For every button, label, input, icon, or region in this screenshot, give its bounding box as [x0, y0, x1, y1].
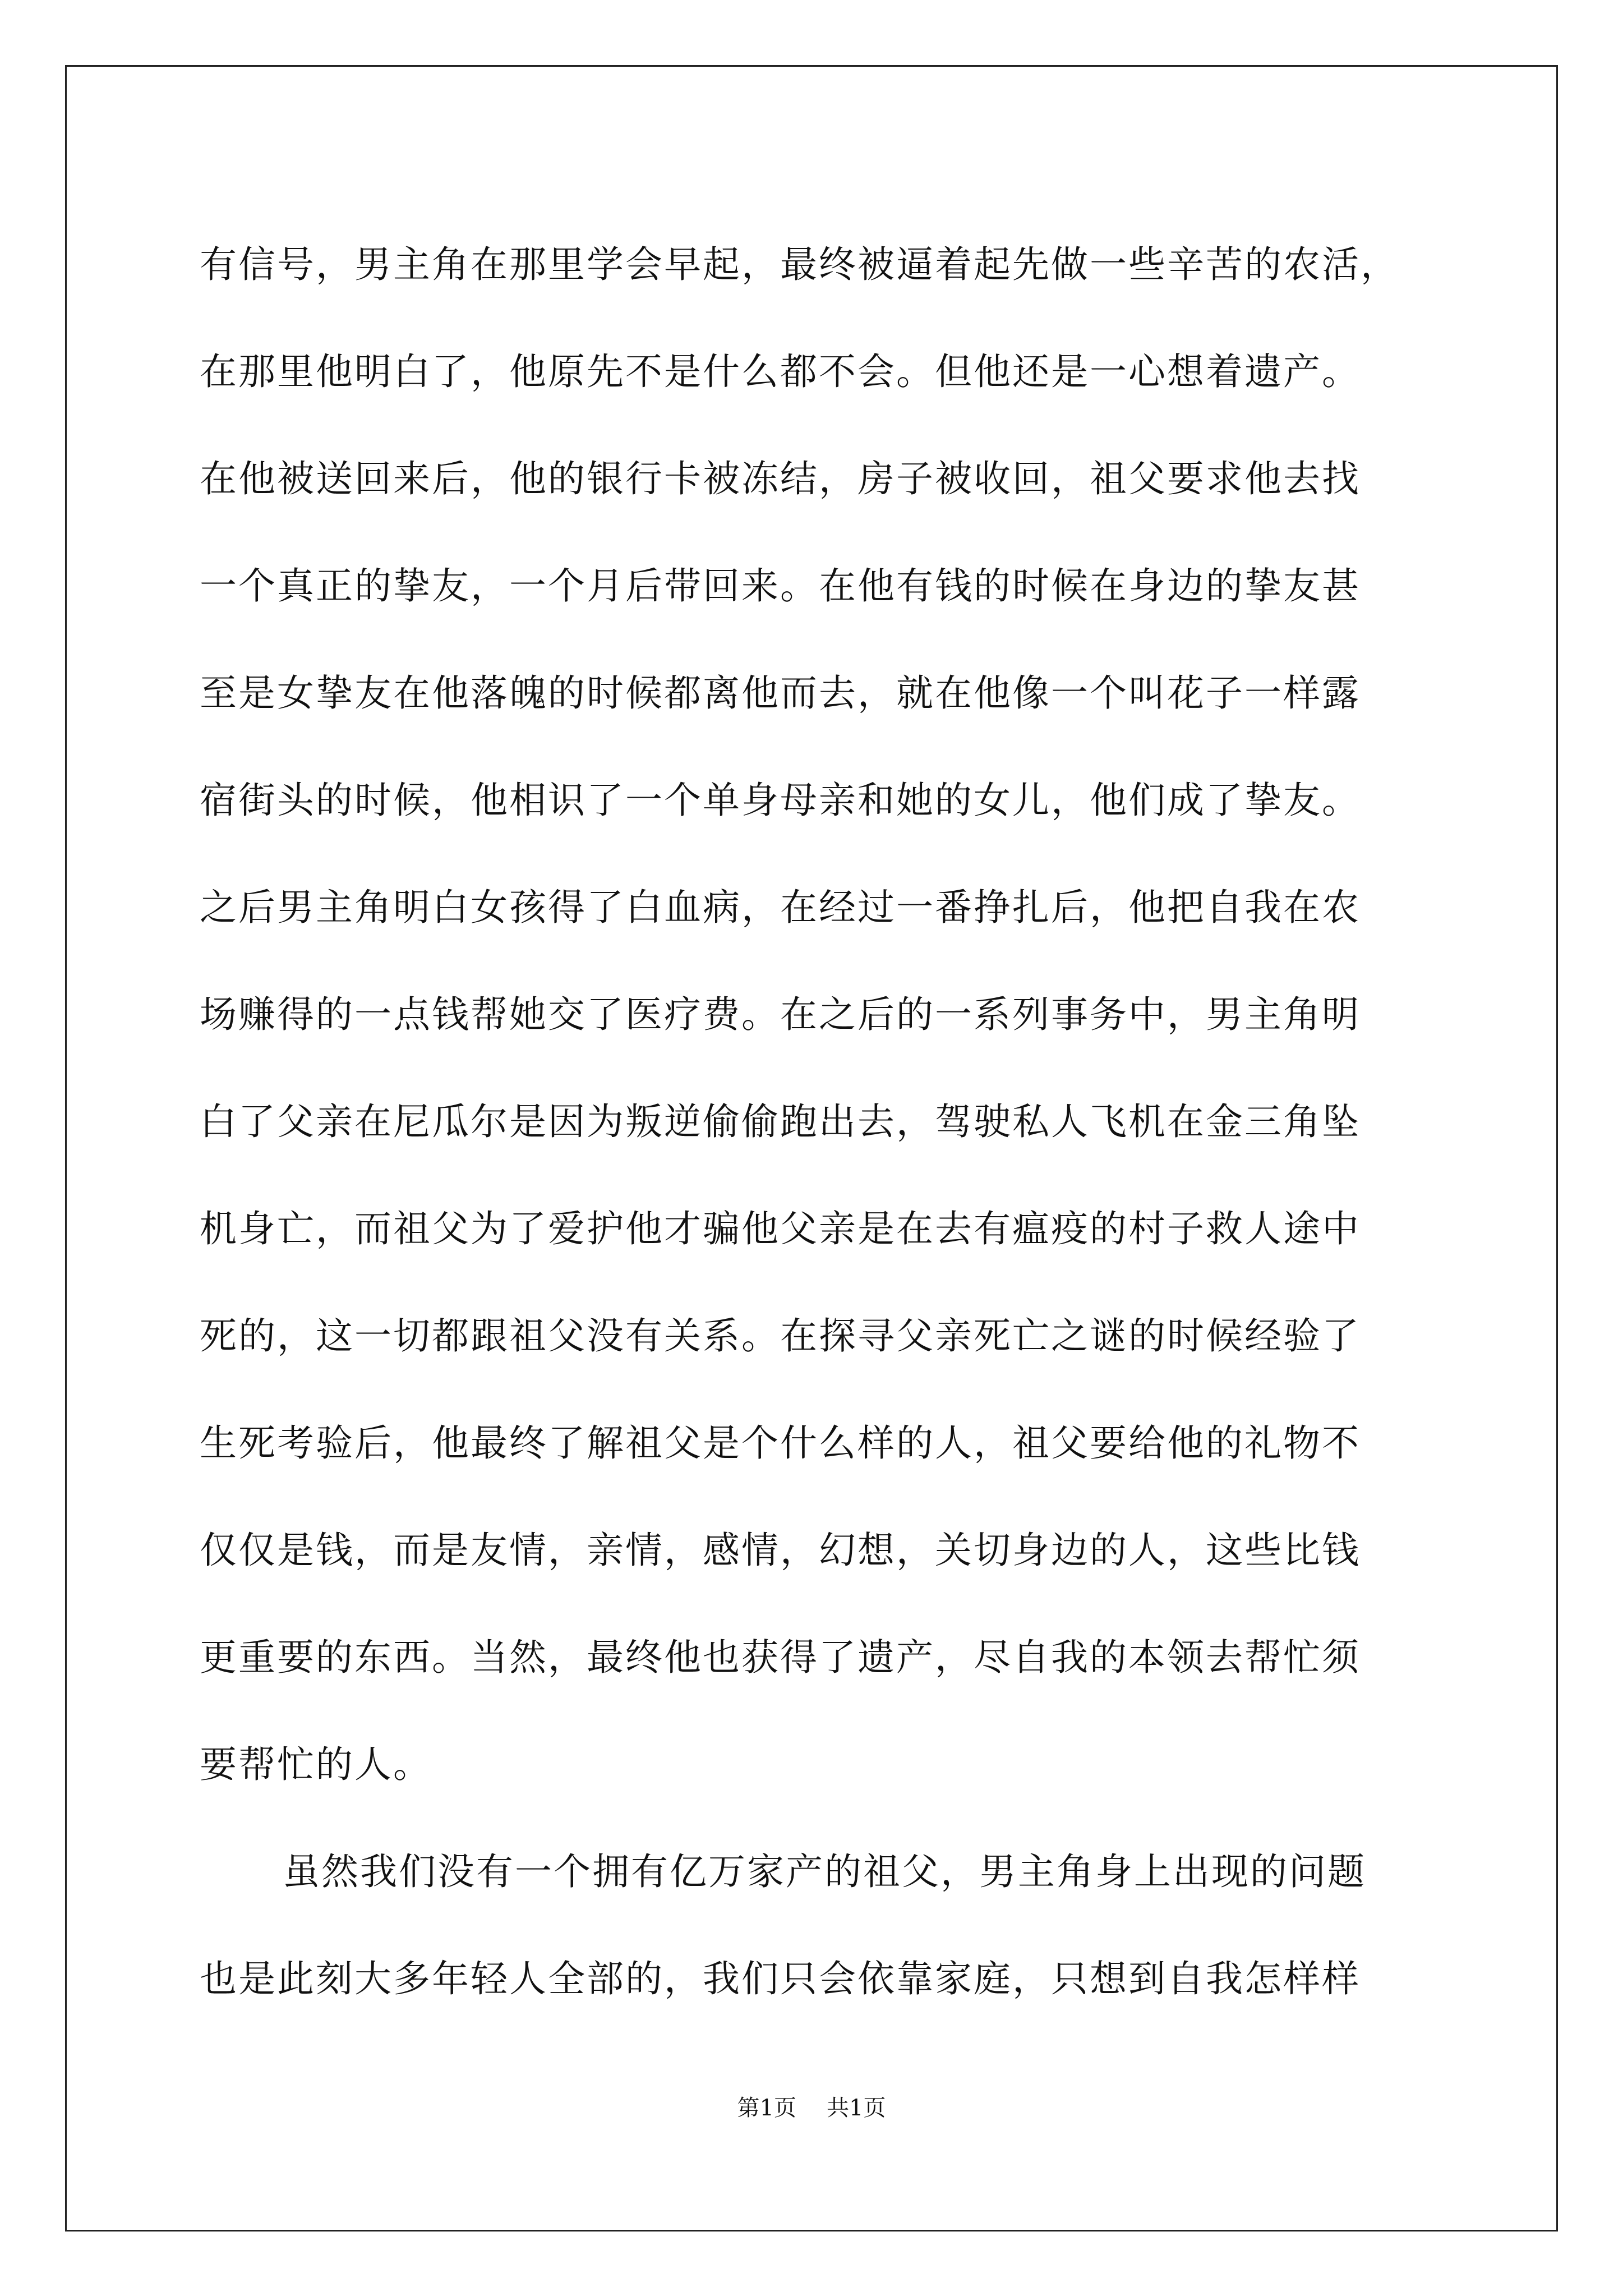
- paragraph-start-line: 虽然我们没有一个拥有亿万家产的祖父，男主角身上出现的问题: [283, 1850, 1366, 1893]
- page-footer: [0, 2091, 1623, 2125]
- text-line: 也是此刻大多年轻人全部的，我们只会依靠家庭，只想到自我怎样样: [200, 1957, 1361, 2000]
- text-line: 在他被送回来后，他的银行卡被冻结，房子被收回，祖父要求他去找: [200, 457, 1361, 500]
- text-line: 有信号，男主角在那里学会早起，最终被逼着起先做一些辛苦的农活，: [200, 243, 1399, 286]
- text-line: 至是女挚友在他落魄的时候都离他而去，就在他像一个叫花子一样露: [200, 671, 1361, 715]
- text-line: 死的，这一切都跟祖父没有关系。在探寻父亲死亡之谜的时候经验了: [200, 1314, 1361, 1358]
- document-body: [200, 211, 1428, 2032]
- text-line: 要帮忙的人。: [200, 1743, 432, 1786]
- text-line: 一个真正的挚友，一个月后带回来。在他有钱的时候在身边的挚友甚: [200, 564, 1361, 608]
- page-number: 第1页: [737, 2095, 796, 2121]
- text-line: 生死考验后，他最终了解祖父是个什么样的人，祖父要给他的礼物不: [200, 1421, 1361, 1465]
- text-line: 更重要的东西。当然，最终他也获得了遗产，尽自我的本领去帮忙须: [200, 1636, 1361, 1679]
- text-line: 之后男主角明白女孩得了白血病，在经过一番挣扎后，他把自我在农: [200, 886, 1361, 929]
- text-line: 仅仅是钱，而是友情，亲情，感情，幻想，关切身边的人，这些比钱: [200, 1529, 1361, 1572]
- text-line: 白了父亲在尼瓜尔是因为叛逆偷偷跑出去，驾驶私人飞机在金三角坠: [200, 1100, 1361, 1143]
- text-line: 机身亡，而祖父为了爱护他才骗他父亲是在去有瘟疫的村子救人途中: [200, 1207, 1361, 1250]
- page-total: 共1页: [827, 2095, 886, 2121]
- text-line: 场赚得的一点钱帮她交了医疗费。在之后的一系列事务中，男主角明: [200, 993, 1361, 1036]
- text-line: 在那里他明白了，他原先不是什么都不会。但他还是一心想着遗产。: [200, 350, 1361, 393]
- text-line: 宿街头的时候，他相识了一个单身母亲和她的女儿，他们成了挚友。: [200, 779, 1361, 822]
